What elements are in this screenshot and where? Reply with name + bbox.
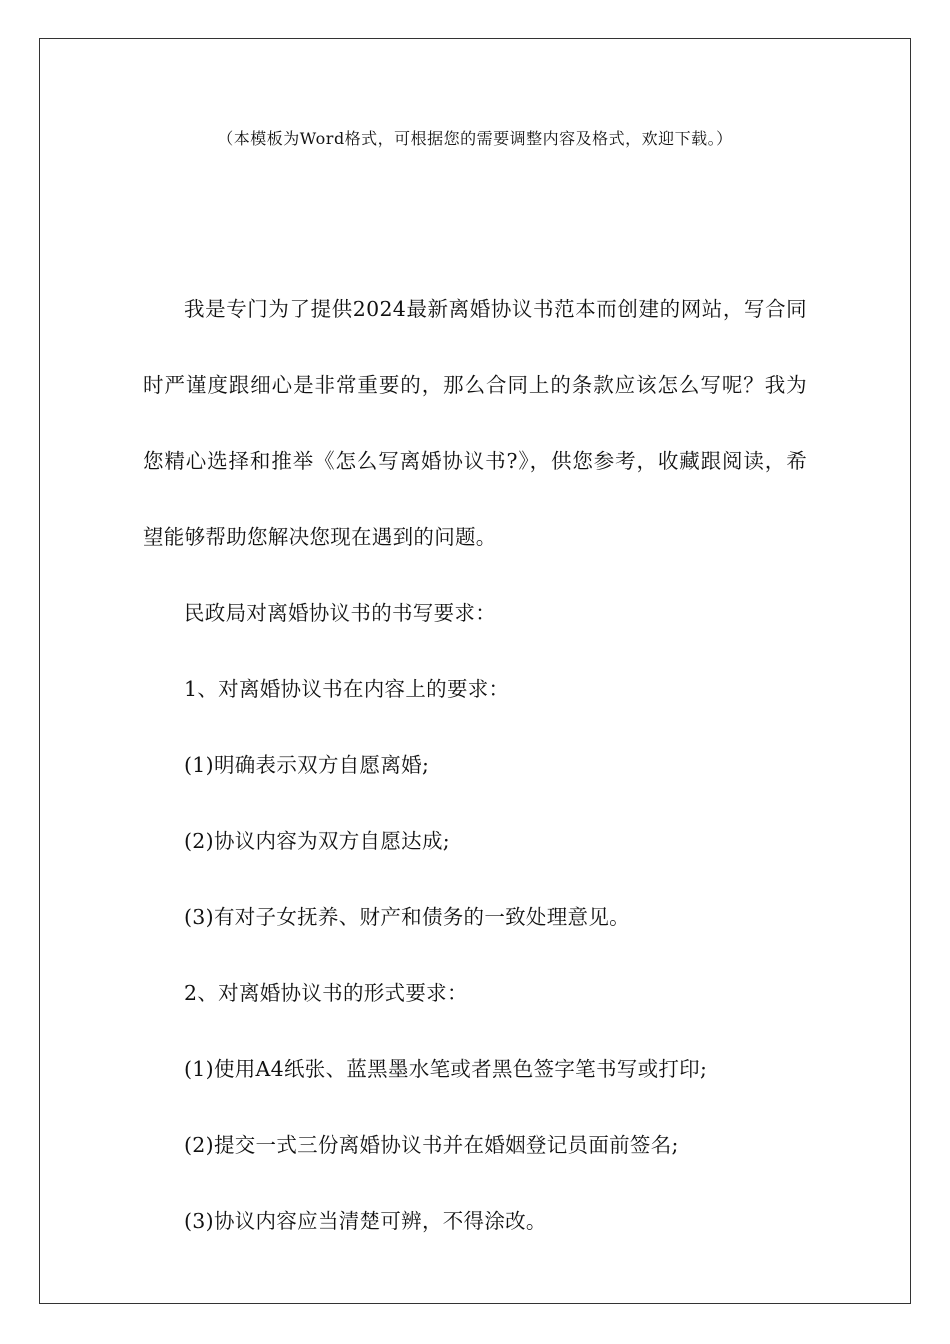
- intro-paragraph: 我是专门为了提供2024最新离婚协议书范本而创建的网站，写合同时严谨度跟细心是非常重要的，那么合同上的条款应该怎么写呢？我为您精心选择和推举《怎么写离婚协议书?》，供您参考，收藏跟阅读，希望能够帮助您解决您现在遇到的问题。: [143, 297, 807, 549]
- requirements-heading: 民政局对离婚协议书的书写要求：: [184, 601, 496, 625]
- form-requirement-item: (1)使用A4纸张、蓝黑墨水笔或者黑色签字笔书写或打印;: [184, 1057, 708, 1081]
- content-requirement-item: (1)明确表示双方自愿离婚;: [184, 753, 430, 777]
- document-body: [143, 271, 807, 1259]
- content-requirements-heading: 1、对离婚协议书在内容上的要求：: [184, 677, 510, 701]
- form-requirements-heading: 2、对离婚协议书的形式要求：: [184, 981, 468, 1005]
- content-requirement-item: (2)协议内容为双方自愿达成;: [184, 829, 450, 853]
- form-requirement-item: (2)提交一式三份离婚协议书并在婚姻登记员面前签名;: [184, 1133, 679, 1157]
- template-note: （本模板为Word格式，可根据您的需要调整内容及格式，欢迎下载。）: [217, 129, 733, 148]
- form-requirement-item: (3)协议内容应当清楚可辨，不得涂改。: [184, 1209, 547, 1233]
- content-requirement-item: (3)有对子女抚养、财产和债务的一致处理意见。: [184, 905, 630, 929]
